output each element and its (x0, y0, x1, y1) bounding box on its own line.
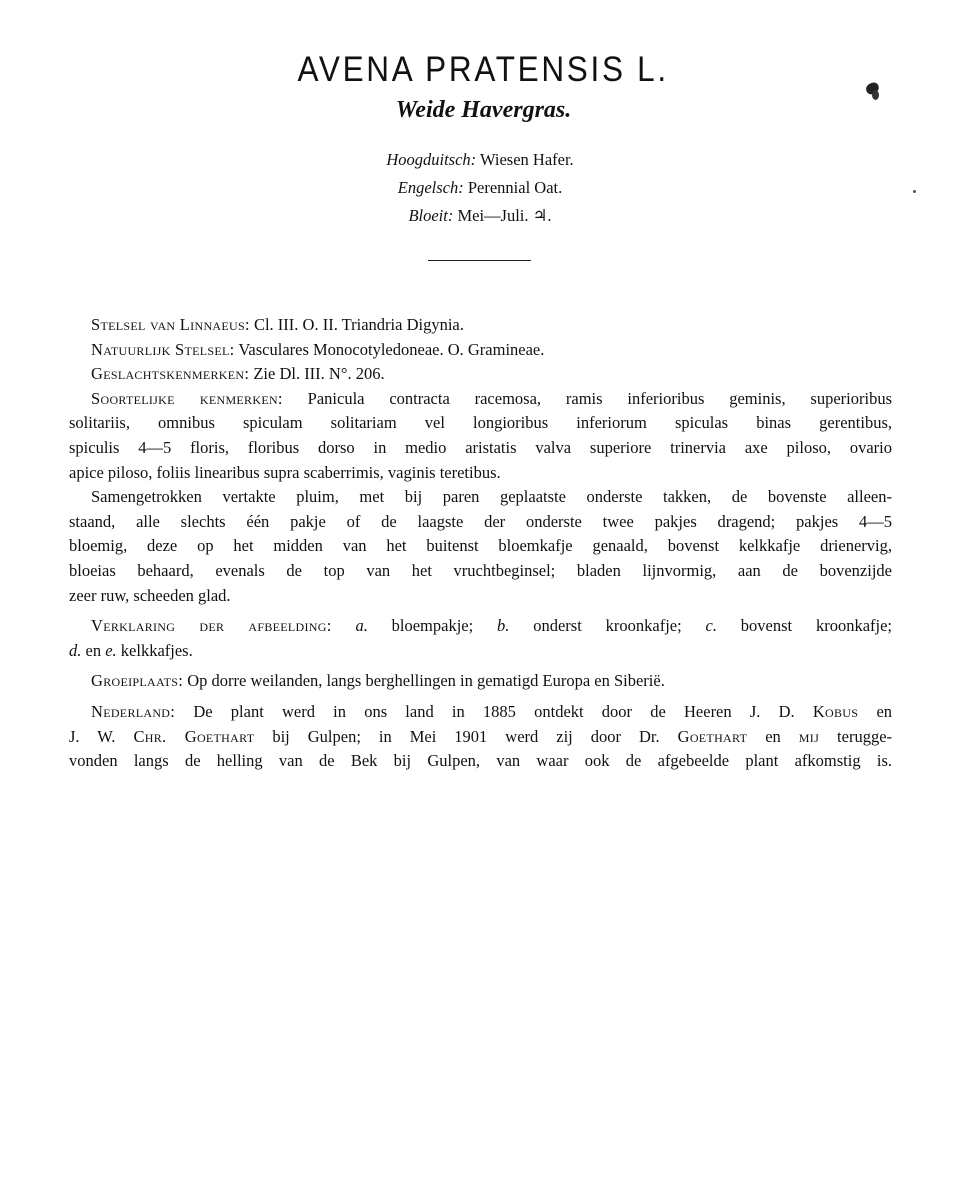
linnaeus-label: Stelsel van Linnaeus: (91, 315, 250, 334)
legend-text-b: onderst kroonkafje; (533, 616, 682, 636)
name-flowering-label: Bloeit: (408, 206, 454, 225)
figure-legend-label: Verklaring der afbeelding: (91, 616, 332, 636)
dutch-line-5: zeer ruw, scheeden glad. (69, 585, 231, 605)
netherlands-text-1a: De plant werd in ons land in 1885 ontdekt door de Heeren J. D. (193, 701, 795, 721)
species-line-3: spiculis 4—5 floris, floribus dorso in medio aristatis valva superiore trinervia axe piloso, ovario (69, 437, 892, 457)
name-english-value: Perennial Oat. (467, 178, 563, 197)
ink-blot-tail (872, 90, 879, 100)
dutch-line-2: staand, alle slechts één pakje of de laagste der onderste twee pakjes dragend; pakjes 4—5 (69, 511, 892, 531)
netherlands-text-2a: J. W. (69, 726, 116, 746)
linnaeus-line (69, 313, 892, 338)
figure-legend-line-2 (69, 639, 892, 664)
natural-system-label: Natuurlijk Stelsel: (91, 339, 235, 359)
habitat-line (69, 669, 892, 694)
dutch-line-4: bloeias behaard, evenals de top van het vruchtbeginsel; bladen lijnvormig, aan de bovenzijde (69, 560, 892, 580)
genus-text: Zie Dl. III. N°. 206. (253, 364, 385, 384)
habitat-text: Op dorre weilanden, langs berghellingen in gematigd Europa en Siberië. (187, 671, 665, 691)
legend-text-d: en (85, 640, 102, 660)
description-body (69, 313, 892, 774)
name-german-value: Wiesen Hafer. (479, 150, 574, 169)
page-subtitle: Weide Havergras. (395, 97, 572, 123)
netherlands-text-2c: bij Gulpen; in Mei 1901 werd zij door Dr. (272, 726, 660, 746)
divider-rule (428, 260, 531, 261)
natural-system-line (69, 338, 892, 363)
species-line-4: apice piloso, foliis linearibus supra scaberrimis, vaginis teretibus. (69, 462, 501, 482)
legend-text-a: bloempakje; (391, 616, 474, 636)
legend-key-c: c. (705, 616, 717, 636)
dutch-line-1: Samengetrokken vertakte pluim, met bij paren geplaatste onderste takken, de bovenste alleen- (91, 487, 892, 507)
netherlands-name-goethart: Goethart (677, 726, 748, 746)
name-flowering-value: Mei—Juli. ♃. (457, 206, 552, 225)
figure-legend-line-1 (69, 614, 892, 639)
genus-line (69, 362, 892, 387)
name-german (0, 146, 960, 174)
page-title: AVENA PRATENSIS L. (297, 50, 669, 89)
name-english-label: Engelsch: (397, 178, 464, 197)
netherlands-line-3: vonden langs de helling van de Bek bij Gulpen, van waar ook de afgebeelde plant afkomstig is. (69, 751, 892, 771)
legend-key-e: e. (105, 640, 117, 660)
genus-label: Geslachtskenmerken: (91, 364, 250, 384)
species-line-2: solitariis, omnibus spiculam solitariam vel longioribus inferiorum spiculas binas gerentibus, (69, 413, 892, 433)
legend-key-d: d. (69, 640, 82, 660)
species-text-1: Panicula contracta racemosa, ramis inferioribus geminis, superioribus (307, 388, 892, 408)
netherlands-name-kobus: Kobus (812, 701, 859, 721)
netherlands-name-chr-goethart: Chr. Goethart (133, 726, 255, 746)
dutch-line-3: bloemig, deze op het midden van het buitenst bloemkafje genaald, bovenst kelkkafje drienervig, (69, 536, 892, 556)
netherlands-line-2 (69, 725, 892, 750)
netherlands-name-mij: mij (798, 726, 820, 746)
name-german-label: Hoogduitsch: (386, 150, 477, 169)
netherlands-text-2e: en (765, 726, 781, 746)
common-names (0, 146, 960, 230)
legend-text-e: kelkkafjes. (120, 640, 193, 660)
legend-text-c: bovenst kroonkafje; (740, 616, 893, 636)
legend-key-b: b. (497, 616, 510, 636)
species-line-1 (69, 387, 892, 412)
netherlands-text-2g: terugge- (837, 726, 893, 746)
habitat-label: Groeiplaats: (91, 671, 184, 691)
netherlands-label: Nederland: (91, 701, 176, 721)
linnaeus-text: Cl. III. O. II. Triandria Digynia. (253, 315, 464, 334)
natural-system-text: Vasculares Monocotyledoneae. O. Gramineae. (238, 339, 545, 359)
netherlands-line-1 (69, 700, 892, 725)
species-label: Soortelijke kenmerken: (91, 388, 283, 408)
name-english (0, 174, 960, 202)
name-flowering (0, 202, 960, 230)
legend-key-a: a. (355, 616, 368, 636)
netherlands-text-1c: en (876, 701, 893, 721)
